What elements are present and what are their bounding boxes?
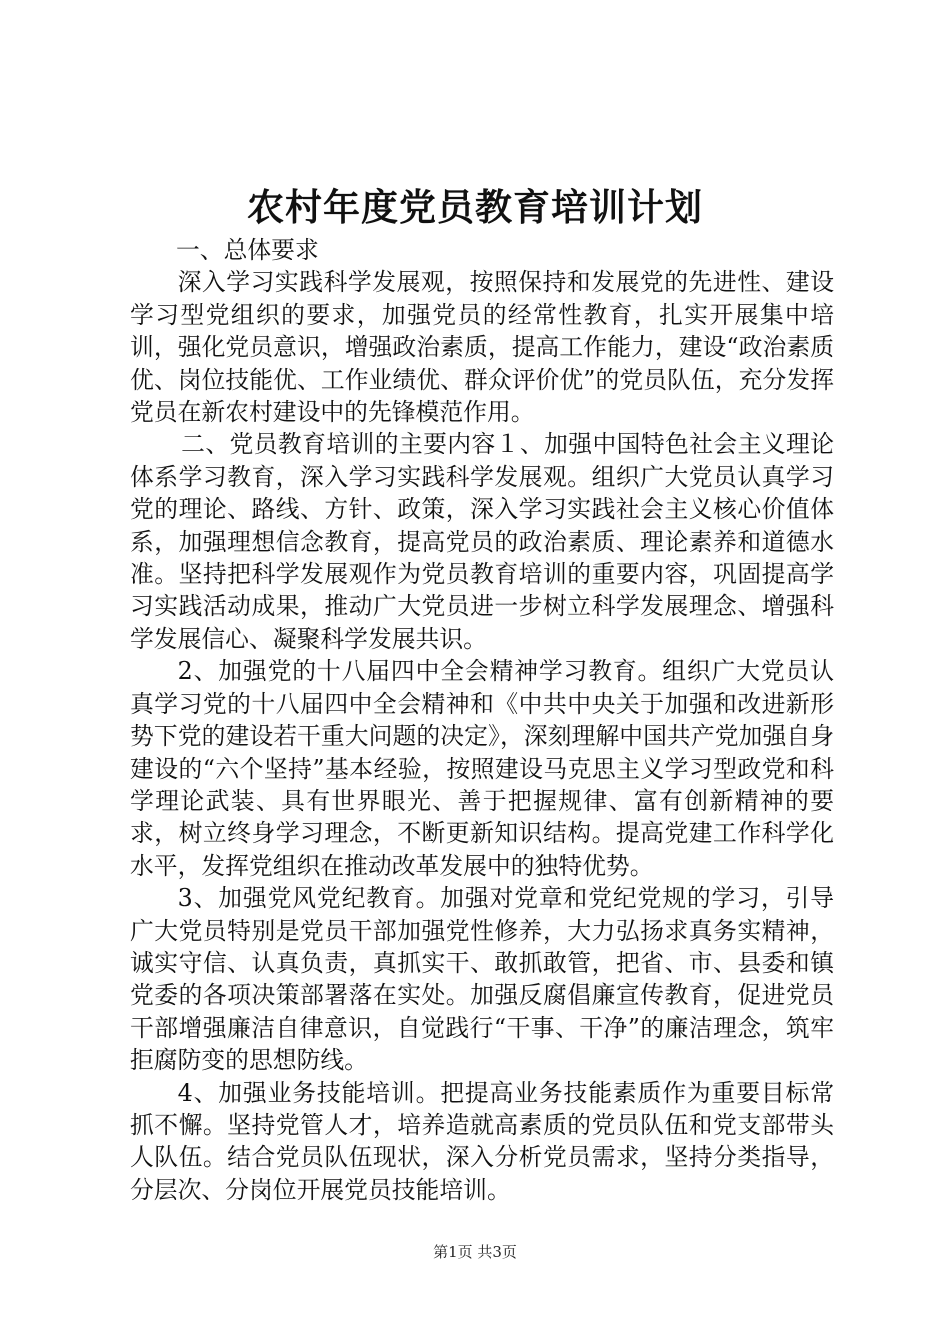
section-heading-general-requirements: 一、总体要求 bbox=[176, 236, 319, 264]
document-body bbox=[130, 234, 834, 1206]
paragraph-plenary-session-study: 2、加强党的十八届四中全会精神学习教育。组织广大党员认真学习党的十八届四中全会精神和《中共中央关于加强和改进新形势下党的建设若干重大问题的决定》，深刻理解中国共产党加强自身建设的“六个坚持”基本经验，按照建设马克思主义学习型政党和科学理论武装、具有世界眼光、善于把握规律、富有创新精神的要求，树立终身学习理念，不断更新知识结构。提高党建工作科学化水平，发挥党组织在推动改革发展中的独特优势。 bbox=[130, 657, 834, 880]
paragraph-skills-training: 4、加强业务技能培训。把提高业务技能素质作为重要目标常抓不懈。坚持党管人才，培养造就高素质的党员队伍和党支部带头人队伍。结合党员队伍现状，深入分析党员需求，坚持分类指导，分层次、分岗位开展党员技能培训。 bbox=[130, 1078, 834, 1204]
page-number-footer: 第1页 共3页 bbox=[433, 1243, 517, 1261]
paragraph-general-requirements: 深入学习实践科学发展观，按照保持和发展党的先进性、建设学习型党组织的要求，加强党员的经常性教育，扎实开展集中培训，强化党员意识，增强政治素质，提高工作能力，建设“政治素质优、岗位技能优、工作业绩优、群众评价优”的党员队伍，充分发挥党员在新农村建设中的先锋模范作用。 bbox=[130, 268, 834, 427]
paragraph-party-discipline: 3、加强党风党纪教育。加强对党章和党纪党规的学习，引导广大党员特别是党员干部加强党性修养，大力弘扬求真务实精神，诚实守信、认真负责，真抓实干、敢抓敢管，把省、市、县委和镇党委的各项决策部署落在实处。加强反腐倡廉宣传教育，促进党员干部增强廉洁自律意识，自觉践行“干事、干净”的廉洁理念，筑牢拒腐防变的思想防线。 bbox=[130, 884, 834, 1075]
document-title: 农村年度党员教育培训计划 bbox=[247, 186, 703, 229]
paragraph-main-content-theory: 二、党员教育培训的主要内容１、加强中国特色社会主义理论体系学习教育，深入学习实践科学发展观。组织广大党员认真学习党的理论、路线、方针、政策，深入学习实践社会主义核心价值体系，加强理想信念教育，提高党员的政治素质、理论素养和道德水准。坚持把科学发展观作为党员教育培训的重要内容，巩固提高学习实践活动成果，推动广大党员进一步树立科学发展理念、增强科学发展信心、凝聚科学发展共识。 bbox=[130, 430, 834, 653]
